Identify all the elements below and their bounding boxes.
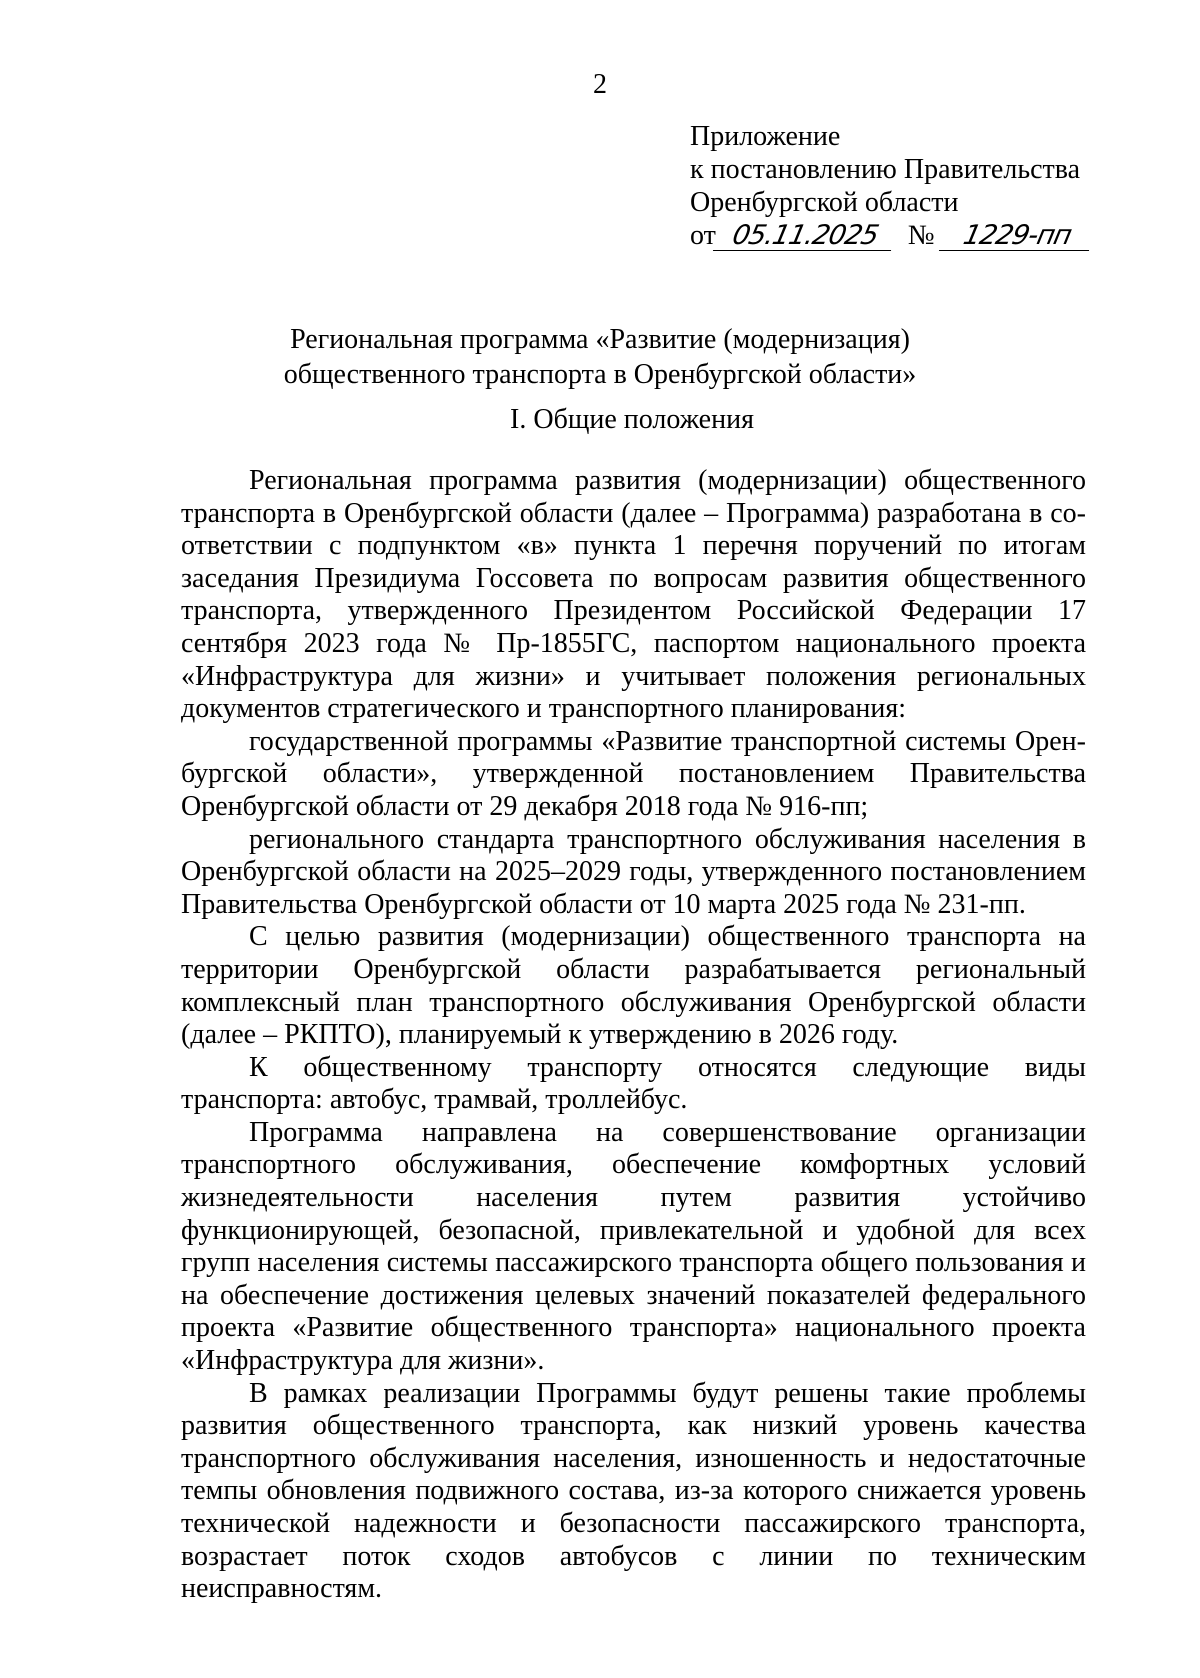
paragraph-3: регионального стандарта транспортного обслуживания населения в Оренбургской области на 2025–2029 годы, утвержденного постановлением Правительства Оренбургской области от 10 марта 2025 года № 231-пп. bbox=[181, 823, 1086, 920]
appendix-date-number-line bbox=[690, 219, 1092, 252]
body-text bbox=[181, 465, 1086, 1606]
paragraph-7: В рамках реализации Программы будут решены такие проблемы развития общественного транспорта, как низкий уровень качества транспортного обслуживания населения, изношенность и недостаточные темпы обновления подвижного состава, из-за которого снижается уровень технической надежности и безопасности пассажирского транспорта, возрастает поток сходов автобусов с линии по техническим неисправностям. bbox=[181, 1377, 1086, 1605]
title-line-2: общественного транспорта в Оренбургской области» bbox=[283, 359, 917, 390]
paragraph-2: государственной программы «Развитие транспортной системы Оренбургской области», утвержденной постановлением Правительства Оренбургской области от 29 декабря 2018 года № 916-пп; bbox=[181, 725, 1086, 822]
appendix-line-2: к постановлению Правительства bbox=[690, 154, 1081, 185]
paragraph-5: К общественному транспорту относятся следующие виды транспорта: автобус, трамвай, троллейбус. bbox=[181, 1051, 1086, 1116]
date-prefix: от bbox=[690, 220, 716, 251]
appendix-block bbox=[690, 120, 1092, 252]
handwritten-number: 1229-пп bbox=[939, 222, 1095, 251]
appendix-line-1: Приложение bbox=[690, 121, 841, 152]
paragraph-4: С целью развития (модернизации) общественного транспорта на территории Оренбургской области разрабатывается региональный комплексный план транспортного обслуживания Оренбургской области (далее – РКПТО), планируемый к утверждению в 2026 году. bbox=[181, 921, 1086, 1051]
document-title bbox=[0, 322, 1200, 392]
paragraph-1: Региональная программа развития (модернизации) общественного транспорта в Оренбургской области (далее – Программа) разработана в соответствии с подпунктом «в» пункта 1 перечня поручений по итогам заседания Президиума Госсовета по вопросам развития общественного транспорта, утвержденного Президентом Российской Федерации 17 сентября 2023 года № Пр-1855ГС, паспортом национального проекта «Инфраструктура для жизни» и учитывает положения региональных документов стратегического и транспортного планирования: bbox=[181, 465, 1086, 725]
title-line-1: Региональная программа «Развитие (модернизация) bbox=[290, 324, 910, 355]
page-number: 2 bbox=[593, 69, 607, 100]
number-prefix: № bbox=[907, 220, 935, 251]
handwritten-date: 05.11.2025 bbox=[713, 222, 897, 251]
section-heading: I. Общие положения bbox=[510, 404, 754, 435]
appendix-line-3: Оренбургской области bbox=[690, 187, 959, 218]
paragraph-6: Программа направлена на совершенствование организации транспортного обслуживания, обеспечение комфортных условий жизнедеятельности населения путем развития устойчиво функционирующей, безопасной, привлекательной и удобной для всех групп населения системы пассажирского транспорта общего пользования и на обеспечение достижения целевых значений показателей федерального проекта «Развитие общественного транспорта» национального проекта «Инфраструктура для жизни». bbox=[181, 1116, 1086, 1377]
